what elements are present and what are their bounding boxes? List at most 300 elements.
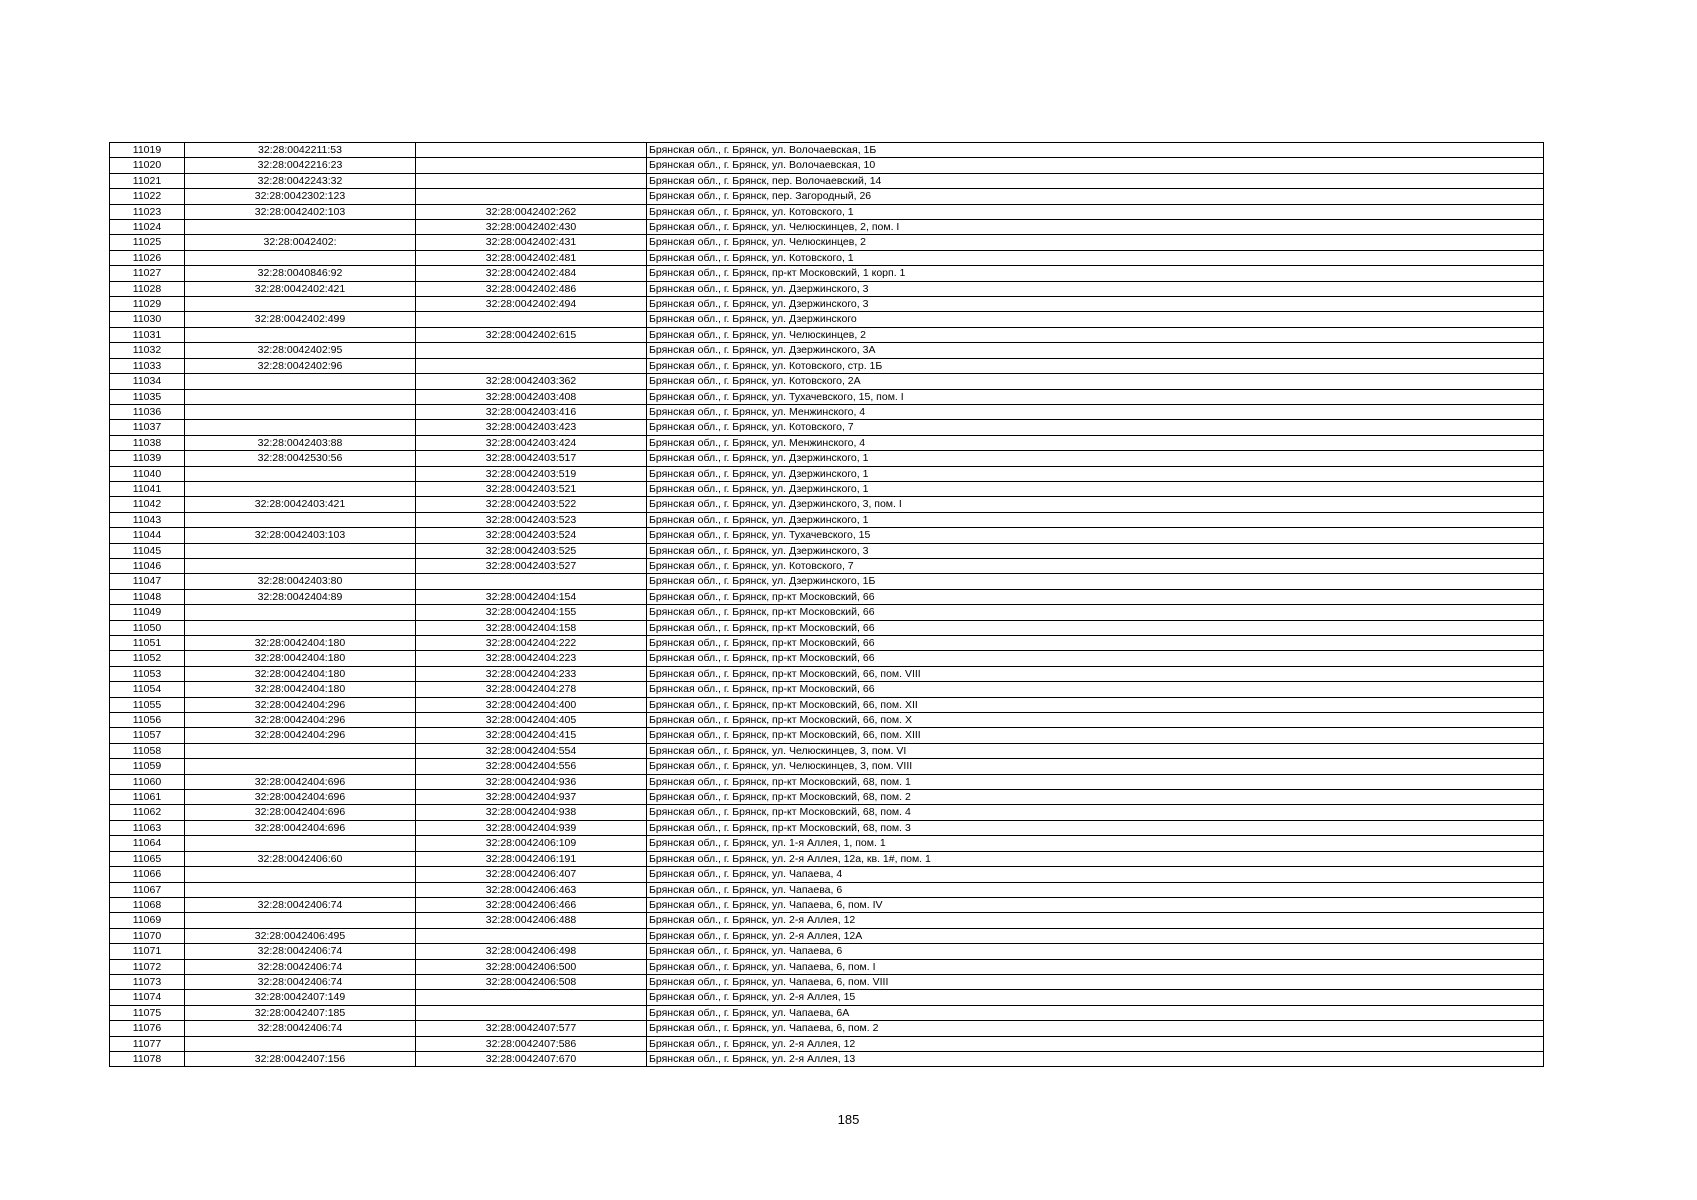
table-row [110,682,1544,697]
address-cell: Брянская обл., г. Брянск, пр-кт Московский, 66, пом. VIII [647,666,1544,681]
record-number-cell: 11073 [110,974,185,989]
parent-cadastral-number-cell [185,327,416,342]
record-number-cell: 11051 [110,636,185,651]
table-row [110,790,1544,805]
address-cell: Брянская обл., г. Брянск, ул. Чапаева, 4 [647,867,1544,882]
address-cell: Брянская обл., г. Брянск, ул. Челюскинцев, 2, пом. I [647,220,1544,235]
object-cadastral-number-cell: 32:28:0042404:158 [416,620,647,635]
table-row [110,990,1544,1005]
table-row [110,820,1544,835]
address-cell: Брянская обл., г. Брянск, пр-кт Московский, 66, пом. XIII [647,728,1544,743]
table-row [110,312,1544,327]
parent-cadastral-number-cell: 32:28:0042403:421 [185,497,416,512]
record-number-cell: 11053 [110,666,185,681]
table-row [110,974,1544,989]
record-number-cell: 11068 [110,897,185,912]
record-number-cell: 11042 [110,497,185,512]
address-cell: Брянская обл., г. Брянск, ул. Котовского, 1 [647,204,1544,219]
record-number-cell: 11064 [110,836,185,851]
table-row [110,944,1544,959]
address-cell: Брянская обл., г. Брянск, пр-кт Московский, 1 корп. 1 [647,266,1544,281]
object-cadastral-number-cell: 32:28:0042403:527 [416,558,647,573]
object-cadastral-number-cell: 32:28:0042403:521 [416,481,647,496]
table-row [110,867,1544,882]
object-cadastral-number-cell: 32:28:0042406:466 [416,897,647,912]
parent-cadastral-number-cell: 32:28:0042404:696 [185,820,416,835]
record-number-cell: 11063 [110,820,185,835]
address-cell: Брянская обл., г. Брянск, ул. Котовского, 7 [647,420,1544,435]
address-cell: Брянская обл., г. Брянск, пр-кт Московский, 68, пом. 3 [647,820,1544,835]
record-number-cell: 11060 [110,774,185,789]
object-cadastral-number-cell: 32:28:0042404:278 [416,682,647,697]
object-cadastral-number-cell: 32:28:0042404:223 [416,651,647,666]
record-number-cell: 11044 [110,528,185,543]
object-cadastral-number-cell: 32:28:0042403:519 [416,466,647,481]
address-cell: Брянская обл., г. Брянск, ул. Котовского, 1 [647,250,1544,265]
table-row [110,358,1544,373]
record-number-cell: 11049 [110,605,185,620]
object-cadastral-number-cell: 32:28:0042404:400 [416,697,647,712]
table-row [110,836,1544,851]
parent-cadastral-number-cell: 32:28:0042404:296 [185,713,416,728]
table-row [110,374,1544,389]
address-cell: Брянская обл., г. Брянск, пр-кт Московский, 68, пом. 4 [647,805,1544,820]
record-number-cell: 11039 [110,451,185,466]
table-row [110,713,1544,728]
table-row [110,327,1544,342]
record-number-cell: 11075 [110,1005,185,1020]
parent-cadastral-number-cell: 32:28:0042402:421 [185,281,416,296]
address-cell: Брянская обл., г. Брянск, ул. 2-я Аллея, 13 [647,1051,1544,1066]
object-cadastral-number-cell: 32:28:0042404:415 [416,728,647,743]
table-row [110,220,1544,235]
parent-cadastral-number-cell [185,466,416,481]
table-row [110,651,1544,666]
object-cadastral-number-cell: 32:28:0042404:155 [416,605,647,620]
record-number-cell: 11047 [110,574,185,589]
parent-cadastral-number-cell: 32:28:0042402: [185,235,416,250]
record-number-cell: 11058 [110,743,185,758]
address-cell: Брянская обл., г. Брянск, ул. 2-я Аллея, 12а, кв. 1#, пом. 1 [647,851,1544,866]
table-row [110,189,1544,204]
parent-cadastral-number-cell: 32:28:0042407:185 [185,1005,416,1020]
object-cadastral-number-cell: 32:28:0042407:670 [416,1051,647,1066]
parent-cadastral-number-cell: 32:28:0042302:123 [185,189,416,204]
object-cadastral-number-cell: 32:28:0042406:407 [416,867,647,882]
address-cell: Брянская обл., г. Брянск, пр-кт Московский, 66 [647,589,1544,604]
object-cadastral-number-cell: 32:28:0042404:222 [416,636,647,651]
parent-cadastral-number-cell: 32:28:0042406:60 [185,851,416,866]
address-cell: Брянская обл., г. Брянск, ул. Челюскинцев, 2 [647,235,1544,250]
parent-cadastral-number-cell: 32:28:0042402:499 [185,312,416,327]
address-cell: Брянская обл., г. Брянск, ул. Тухачевского, 15 [647,528,1544,543]
object-cadastral-number-cell [416,574,647,589]
parent-cadastral-number-cell [185,250,416,265]
table-row [110,204,1544,219]
record-number-cell: 11071 [110,944,185,959]
table-row [110,250,1544,265]
parent-cadastral-number-cell [185,620,416,635]
object-cadastral-number-cell: 32:28:0042403:522 [416,497,647,512]
record-number-cell: 11023 [110,204,185,219]
table-row [110,620,1544,635]
address-cell: Брянская обл., г. Брянск, ул. Чапаева, 6, пом. I [647,959,1544,974]
record-number-cell: 11056 [110,713,185,728]
parent-cadastral-number-cell: 32:28:0042402:95 [185,343,416,358]
parent-cadastral-number-cell: 32:28:0042404:696 [185,805,416,820]
object-cadastral-number-cell: 32:28:0042403:524 [416,528,647,543]
address-cell: Брянская обл., г. Брянск, пр-кт Московский, 66 [647,620,1544,635]
object-cadastral-number-cell [416,343,647,358]
parent-cadastral-number-cell: 32:28:0042404:296 [185,697,416,712]
record-number-cell: 11032 [110,343,185,358]
record-number-cell: 11034 [110,374,185,389]
object-cadastral-number-cell: 32:28:0042406:488 [416,913,647,928]
object-cadastral-number-cell: 32:28:0042406:109 [416,836,647,851]
parent-cadastral-number-cell: 32:28:0042406:74 [185,1021,416,1036]
table-row [110,435,1544,450]
parent-cadastral-number-cell [185,543,416,558]
parent-cadastral-number-cell: 32:28:0042406:74 [185,897,416,912]
object-cadastral-number-cell [416,990,647,1005]
address-cell: Брянская обл., г. Брянск, ул. Дзержинского, 3 [647,543,1544,558]
object-cadastral-number-cell: 32:28:0042406:498 [416,944,647,959]
record-number-cell: 11045 [110,543,185,558]
object-cadastral-number-cell: 32:28:0042406:463 [416,882,647,897]
record-number-cell: 11033 [110,358,185,373]
record-number-cell: 11055 [110,697,185,712]
object-cadastral-number-cell: 32:28:0042407:586 [416,1036,647,1051]
object-cadastral-number-cell: 32:28:0042402:481 [416,250,647,265]
parent-cadastral-number-cell: 32:28:0042404:180 [185,682,416,697]
address-cell: Брянская обл., г. Брянск, ул. 2-я Аллея, 15 [647,990,1544,1005]
parent-cadastral-number-cell: 32:28:0042530:56 [185,451,416,466]
table-row [110,404,1544,419]
record-number-cell: 11030 [110,312,185,327]
object-cadastral-number-cell: 32:28:0042403:517 [416,451,647,466]
object-cadastral-number-cell [416,143,647,158]
record-number-cell: 11022 [110,189,185,204]
record-number-cell: 11052 [110,651,185,666]
table-row [110,605,1544,620]
parent-cadastral-number-cell [185,558,416,573]
record-number-cell: 11040 [110,466,185,481]
table-row [110,158,1544,173]
address-cell: Брянская обл., г. Брянск, ул. Менжинского, 4 [647,435,1544,450]
parent-cadastral-number-cell: 32:28:0042406:74 [185,974,416,989]
object-cadastral-number-cell: 32:28:0042403:423 [416,420,647,435]
parent-cadastral-number-cell: 32:28:0042404:296 [185,728,416,743]
table-row [110,173,1544,188]
parent-cadastral-number-cell: 32:28:0042402:103 [185,204,416,219]
table-row [110,589,1544,604]
parent-cadastral-number-cell: 32:28:0042407:149 [185,990,416,1005]
parent-cadastral-number-cell: 32:28:0042404:696 [185,774,416,789]
table-row [110,851,1544,866]
record-number-cell: 11066 [110,867,185,882]
address-cell: Брянская обл., г. Брянск, ул. 2-я Аллея, 12 [647,913,1544,928]
table-row [110,913,1544,928]
object-cadastral-number-cell: 32:28:0042403:525 [416,543,647,558]
parent-cadastral-number-cell [185,404,416,419]
address-cell: Брянская обл., г. Брянск, ул. Дзержинского, 1Б [647,574,1544,589]
address-cell: Брянская обл., г. Брянск, ул. Челюскинцев, 3, пом. VIII [647,759,1544,774]
object-cadastral-number-cell [416,189,647,204]
parent-cadastral-number-cell: 32:28:0042407:156 [185,1051,416,1066]
address-cell: Брянская обл., г. Брянск, ул. Дзержинского, 3А [647,343,1544,358]
address-cell: Брянская обл., г. Брянск, пр-кт Московский, 68, пом. 1 [647,774,1544,789]
table-row [110,774,1544,789]
object-cadastral-number-cell: 32:28:0042404:233 [416,666,647,681]
parent-cadastral-number-cell: 32:28:0042211:53 [185,143,416,158]
record-number-cell: 11070 [110,928,185,943]
address-cell: Брянская обл., г. Брянск, ул. Чапаева, 6 [647,882,1544,897]
object-cadastral-number-cell: 32:28:0042404:938 [416,805,647,820]
object-cadastral-number-cell: 32:28:0042403:416 [416,404,647,419]
address-cell: Брянская обл., г. Брянск, пр-кт Московский, 66 [647,682,1544,697]
object-cadastral-number-cell: 32:28:0042403:408 [416,389,647,404]
parent-cadastral-number-cell: 32:28:0042243:32 [185,173,416,188]
record-number-cell: 11046 [110,558,185,573]
record-number-cell: 11036 [110,404,185,419]
address-cell: Брянская обл., г. Брянск, ул. Дзержинского [647,312,1544,327]
table-row [110,1051,1544,1066]
object-cadastral-number-cell: 32:28:0042402:615 [416,327,647,342]
parent-cadastral-number-cell: 32:28:0042406:495 [185,928,416,943]
table-row [110,297,1544,312]
parent-cadastral-number-cell: 32:28:0042406:74 [185,959,416,974]
address-cell: Брянская обл., г. Брянск, ул. 2-я Аллея, 12А [647,928,1544,943]
address-cell: Брянская обл., г. Брянск, пр-кт Московский, 66 [647,651,1544,666]
table-row [110,481,1544,496]
address-cell: Брянская обл., г. Брянск, ул. Дзержинского, 1 [647,451,1544,466]
table-row [110,666,1544,681]
address-cell: Брянская обл., г. Брянск, пр-кт Московский, 68, пом. 2 [647,790,1544,805]
record-number-cell: 11067 [110,882,185,897]
address-cell: Брянская обл., г. Брянск, ул. Дзержинского, 3 [647,281,1544,296]
table-row [110,389,1544,404]
parent-cadastral-number-cell: 32:28:0042403:80 [185,574,416,589]
parent-cadastral-number-cell [185,913,416,928]
record-number-cell: 11021 [110,173,185,188]
address-cell: Брянская обл., г. Брянск, ул. Котовского, 7 [647,558,1544,573]
table-row [110,574,1544,589]
object-cadastral-number-cell: 32:28:0042404:939 [416,820,647,835]
table-row [110,636,1544,651]
table-row [110,728,1544,743]
record-number-cell: 11078 [110,1051,185,1066]
address-cell: Брянская обл., г. Брянск, ул. Менжинского, 4 [647,404,1544,419]
parent-cadastral-number-cell [185,512,416,527]
address-cell: Брянская обл., г. Брянск, пр-кт Московский, 66 [647,605,1544,620]
table-row [110,420,1544,435]
property-registry-table [109,142,1544,1067]
table-row [110,235,1544,250]
parent-cadastral-number-cell: 32:28:0042406:74 [185,944,416,959]
address-cell: Брянская обл., г. Брянск, пр-кт Московский, 66 [647,636,1544,651]
table-row [110,697,1544,712]
object-cadastral-number-cell [416,173,647,188]
address-cell: Брянская обл., г. Брянск, ул. 1-я Аллея, 1, пом. 1 [647,836,1544,851]
address-cell: Брянская обл., г. Брянск, ул. 2-я Аллея, 12 [647,1036,1544,1051]
table-row [110,266,1544,281]
object-cadastral-number-cell [416,158,647,173]
table-row [110,497,1544,512]
object-cadastral-number-cell: 32:28:0042402:431 [416,235,647,250]
table-row [110,512,1544,527]
address-cell: Брянская обл., г. Брянск, пер. Загородный, 26 [647,189,1544,204]
record-number-cell: 11043 [110,512,185,527]
address-cell: Брянская обл., г. Брянск, ул. Дзержинского, 1 [647,466,1544,481]
object-cadastral-number-cell: 32:28:0042403:523 [416,512,647,527]
record-number-cell: 11065 [110,851,185,866]
object-cadastral-number-cell: 32:28:0042404:937 [416,790,647,805]
parent-cadastral-number-cell [185,605,416,620]
parent-cadastral-number-cell [185,420,416,435]
parent-cadastral-number-cell [185,743,416,758]
record-number-cell: 11026 [110,250,185,265]
table-row [110,451,1544,466]
record-number-cell: 11069 [110,913,185,928]
record-number-cell: 11077 [110,1036,185,1051]
address-cell: Брянская обл., г. Брянск, пр-кт Московский, 66, пом. X [647,713,1544,728]
address-cell: Брянская обл., г. Брянск, ул. Чапаева, 6 [647,944,1544,959]
table-row [110,897,1544,912]
parent-cadastral-number-cell: 32:28:0042404:89 [185,589,416,604]
object-cadastral-number-cell: 32:28:0042407:577 [416,1021,647,1036]
object-cadastral-number-cell [416,1005,647,1020]
parent-cadastral-number-cell [185,759,416,774]
parent-cadastral-number-cell [185,481,416,496]
table-row [110,759,1544,774]
record-number-cell: 11054 [110,682,185,697]
object-cadastral-number-cell: 32:28:0042406:508 [416,974,647,989]
address-cell: Брянская обл., г. Брянск, ул. Дзержинского, 3, пом. I [647,497,1544,512]
parent-cadastral-number-cell: 32:28:0042403:103 [185,528,416,543]
table-row [110,1036,1544,1051]
record-number-cell: 11027 [110,266,185,281]
record-number-cell: 11076 [110,1021,185,1036]
parent-cadastral-number-cell [185,220,416,235]
table-row [110,528,1544,543]
parent-cadastral-number-cell [185,1036,416,1051]
object-cadastral-number-cell: 32:28:0042404:554 [416,743,647,758]
object-cadastral-number-cell: 32:28:0042402:494 [416,297,647,312]
parent-cadastral-number-cell [185,389,416,404]
object-cadastral-number-cell: 32:28:0042402:484 [416,266,647,281]
record-number-cell: 11072 [110,959,185,974]
object-cadastral-number-cell: 32:28:0042403:424 [416,435,647,450]
record-number-cell: 11038 [110,435,185,450]
address-cell: Брянская обл., г. Брянск, ул. Челюскинцев, 2 [647,327,1544,342]
registry-table-body [110,143,1544,1067]
record-number-cell: 11059 [110,759,185,774]
object-cadastral-number-cell: 32:28:0042404:556 [416,759,647,774]
address-cell: Брянская обл., г. Брянск, пер. Волочаевский, 14 [647,173,1544,188]
table-row [110,543,1544,558]
record-number-cell: 11057 [110,728,185,743]
record-number-cell: 11074 [110,990,185,1005]
address-cell: Брянская обл., г. Брянск, ул. Дзержинского, 1 [647,481,1544,496]
parent-cadastral-number-cell: 32:28:0042404:180 [185,666,416,681]
table-row [110,959,1544,974]
parent-cadastral-number-cell: 32:28:0042402:96 [185,358,416,373]
object-cadastral-number-cell: 32:28:0042403:362 [416,374,647,389]
record-number-cell: 11020 [110,158,185,173]
record-number-cell: 11025 [110,235,185,250]
object-cadastral-number-cell [416,312,647,327]
address-cell: Брянская обл., г. Брянск, ул. Чапаева, 6А [647,1005,1544,1020]
object-cadastral-number-cell: 32:28:0042404:154 [416,589,647,604]
object-cadastral-number-cell: 32:28:0042402:430 [416,220,647,235]
address-cell: Брянская обл., г. Брянск, ул. Котовского, 2А [647,374,1544,389]
record-number-cell: 11031 [110,327,185,342]
parent-cadastral-number-cell [185,297,416,312]
object-cadastral-number-cell [416,358,647,373]
record-number-cell: 11062 [110,805,185,820]
record-number-cell: 11061 [110,790,185,805]
record-number-cell: 11048 [110,589,185,604]
object-cadastral-number-cell [416,928,647,943]
record-number-cell: 11019 [110,143,185,158]
record-number-cell: 11050 [110,620,185,635]
object-cadastral-number-cell: 32:28:0042406:500 [416,959,647,974]
parent-cadastral-number-cell: 32:28:0042403:88 [185,435,416,450]
table-row [110,743,1544,758]
address-cell: Брянская обл., г. Брянск, ул. Чапаева, 6, пом. VIII [647,974,1544,989]
record-number-cell: 11037 [110,420,185,435]
object-cadastral-number-cell: 32:28:0042404:405 [416,713,647,728]
address-cell: Брянская обл., г. Брянск, ул. Котовского, стр. 1Б [647,358,1544,373]
table-row [110,928,1544,943]
parent-cadastral-number-cell [185,882,416,897]
table-row [110,805,1544,820]
object-cadastral-number-cell: 32:28:0042406:191 [416,851,647,866]
parent-cadastral-number-cell: 32:28:0042216:23 [185,158,416,173]
record-number-cell: 11029 [110,297,185,312]
record-number-cell: 11024 [110,220,185,235]
parent-cadastral-number-cell [185,867,416,882]
address-cell: Брянская обл., г. Брянск, ул. Чапаева, 6, пом. IV [647,897,1544,912]
table-row [110,882,1544,897]
address-cell: Брянская обл., г. Брянск, пр-кт Московский, 66, пом. XII [647,697,1544,712]
parent-cadastral-number-cell: 32:28:0040846:92 [185,266,416,281]
table-row [110,558,1544,573]
parent-cadastral-number-cell: 32:28:0042404:696 [185,790,416,805]
record-number-cell: 11035 [110,389,185,404]
table-row [110,466,1544,481]
table-row [110,1021,1544,1036]
table-row [110,1005,1544,1020]
parent-cadastral-number-cell: 32:28:0042404:180 [185,651,416,666]
address-cell: Брянская обл., г. Брянск, ул. Дзержинского, 1 [647,512,1544,527]
record-number-cell: 11041 [110,481,185,496]
object-cadastral-number-cell: 32:28:0042404:936 [416,774,647,789]
parent-cadastral-number-cell [185,374,416,389]
table-row [110,281,1544,296]
address-cell: Брянская обл., г. Брянск, ул. Чапаева, 6, пом. 2 [647,1021,1544,1036]
table-row [110,343,1544,358]
address-cell: Брянская обл., г. Брянск, ул. Дзержинского, 3 [647,297,1544,312]
table-row [110,143,1544,158]
object-cadastral-number-cell: 32:28:0042402:486 [416,281,647,296]
address-cell: Брянская обл., г. Брянск, ул. Тухачевского, 15, пом. I [647,389,1544,404]
address-cell: Брянская обл., г. Брянск, ул. Волочаевская, 1Б [647,143,1544,158]
page-number: 185 [837,1112,860,1127]
address-cell: Брянская обл., г. Брянск, ул. Челюскинцев, 3, пом. VI [647,743,1544,758]
parent-cadastral-number-cell: 32:28:0042404:180 [185,636,416,651]
object-cadastral-number-cell: 32:28:0042402:262 [416,204,647,219]
